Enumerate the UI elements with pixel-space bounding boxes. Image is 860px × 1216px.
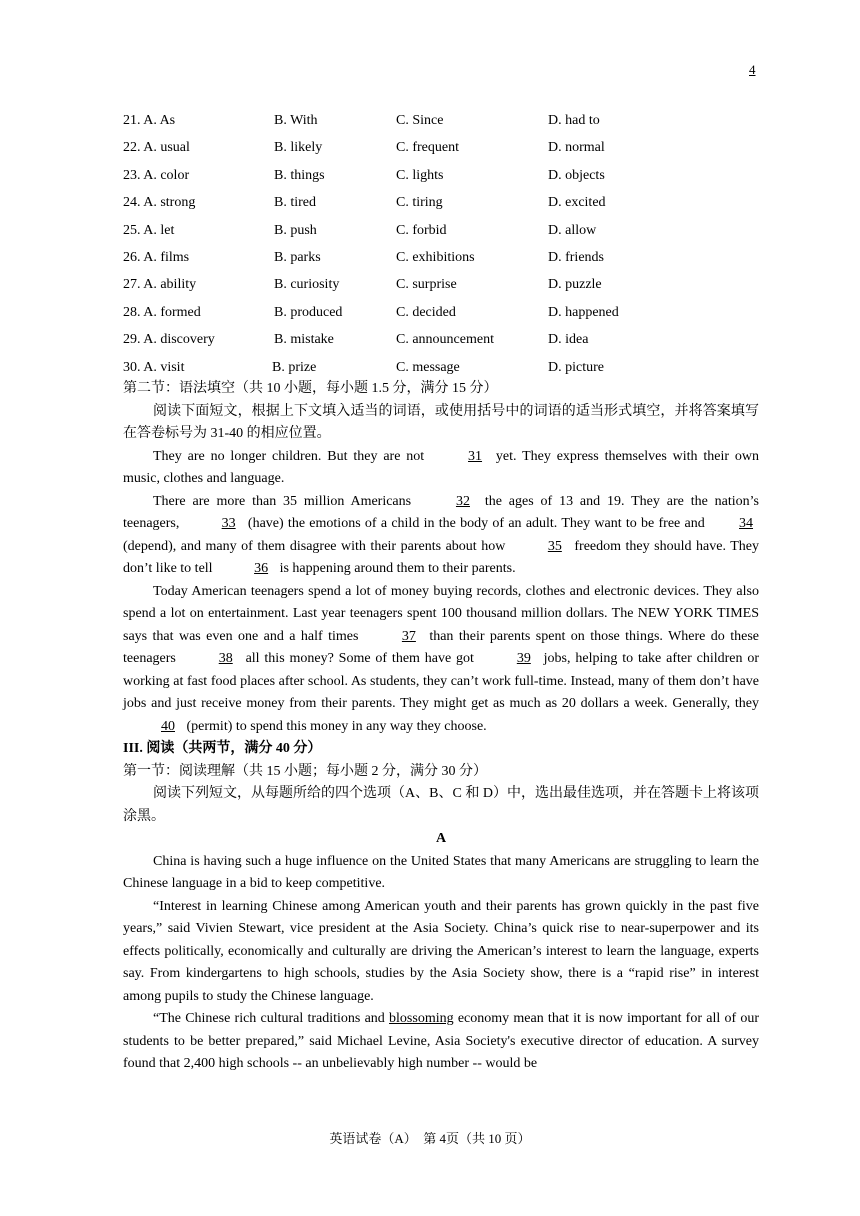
grammar-paragraph-3: Today American teenagers spend a lot of money buying records, clothes and electronic devices. They also spend a lot on entertainment. Last year teenagers spent 100 thousand million dollars. The NEW YORK TIMES says that was even one and a half times 37 than their parents spent on those things. Where do these teenagers 38 all this money? Some of them have got 39 jobs, helping to take after children or working at fast food places after school. As students, they can’t work full-time. Instead, many of them don’t have jobs and just receive money from their parents. They might get as much as 20 dollars a week. Generally, they 40 (permit) to spend this money in any way they choose. — [123, 581, 759, 739]
option-a: 23. A. color — [123, 167, 190, 183]
option-a: 30. A. visit — [123, 359, 185, 375]
option-b: B. things — [274, 167, 325, 183]
option-d: D. excited — [548, 195, 606, 211]
blank-40: 40 — [161, 718, 175, 734]
blank-36: 36 — [254, 561, 269, 576]
option-d: D. idea — [548, 332, 589, 348]
passage-a-paragraph-1: China is having such a huge influence on the United States that many Americans are struggling to learn the Chinese language in a bid to keep competitive. — [123, 853, 759, 891]
option-d: D. objects — [548, 167, 605, 183]
option-b: B. mistake — [274, 332, 334, 348]
option-b: B. parks — [274, 249, 321, 265]
blank-33: 33 — [221, 516, 236, 531]
option-b: B. curiosity — [274, 277, 340, 293]
section2-heading: 第二节：语法填空（共 10 小题，每小题 1.5 分，满分 15 分） — [123, 381, 498, 396]
passage-a-paragraph-2: “Interest in learning Chinese among American youth and their parents has grown quickly in the past five years,” said Vivien Stewart, vice president at the Asia Society. China’s quick rise to near-superpower and its effects politically, economically and culturally are driving the American’s interest to learn the language, experts say. From kindergartens to high schools, studies by the Asia Society show, there is a “rapid rise” in interest among pupils to study the Chinese language. — [123, 898, 759, 1004]
grammar-paragraph-2: There are more than 35 million Americans 32 the ages of 13 and 19. They are the nation’s teenagers, 33 (have) the emotions of a child in the body of an adult. They want to be free and 34 (depend), and many of them disagree with their parents about how 35 freedom they should have. They don’t like to tell 36 is happening around them to their parents. — [123, 491, 759, 581]
option-d: D. had to — [548, 113, 600, 128]
option-c: C. forbid — [396, 222, 447, 238]
option-a: 27. A. ability — [123, 277, 197, 293]
option-b: B. tired — [274, 195, 316, 211]
option-row — [123, 137, 763, 164]
passage-label: A — [435, 831, 447, 846]
blank-37: 37 — [401, 628, 416, 644]
option-row — [123, 220, 763, 247]
option-d: D. picture — [548, 359, 604, 375]
option-b: B. With — [274, 113, 318, 128]
options-list — [123, 110, 763, 384]
section3-heading: III. 阅读（共两节，满分 40 分） — [123, 741, 322, 756]
option-d: D. happened — [548, 304, 619, 320]
blank-32: 32 — [455, 493, 470, 509]
option-a: 26. A. films — [123, 249, 190, 265]
page-footer: 英语试卷（A） 第 4页（共 10 页） — [329, 1131, 531, 1146]
option-b: B. likely — [274, 140, 323, 156]
option-c: C. frequent — [396, 140, 459, 156]
option-c: C. announcement — [396, 332, 494, 348]
option-a: 29. A. discovery — [123, 332, 215, 348]
option-d: D. allow — [548, 222, 597, 238]
option-c: C. exhibitions — [396, 249, 475, 265]
option-c: C. decided — [396, 304, 456, 320]
option-row — [123, 165, 763, 192]
underlined-word: blossoming — [389, 1011, 454, 1026]
blank-38: 38 — [218, 651, 233, 666]
option-c: C. Since — [396, 113, 444, 128]
option-row — [123, 302, 763, 329]
blank-34: 34 — [739, 516, 754, 531]
option-row — [123, 274, 763, 301]
option-a: 22. A. usual — [123, 140, 190, 156]
section3-instruction: 阅读下列短文，从每题所给的四个选项（A、B、C 和 D）中，选出最佳选项，并在答题卡上将该项涂黑。 — [123, 786, 759, 824]
grammar-paragraph-1: They are no longer children. But they are not 31 yet. They express themselves with their own music, clothes and language. — [123, 446, 759, 491]
option-c: C. message — [396, 359, 460, 375]
option-d: D. normal — [548, 140, 605, 156]
option-a: 25. A. let — [123, 222, 175, 238]
option-row — [123, 247, 763, 274]
option-row — [123, 329, 763, 356]
blank-35: 35 — [547, 538, 562, 554]
section2-instruction: 阅读下面短文，根据上下文填入适当的词语，或使用括号中的词语的适当形式填空，并将答案填写在答卷标号为 31-40 的相应位置。 — [123, 403, 759, 441]
option-d: D. puzzle — [548, 277, 602, 293]
document-body — [123, 378, 759, 1076]
option-b: B. push — [274, 222, 317, 238]
option-a: 24. A. strong — [123, 195, 196, 211]
option-row — [123, 192, 763, 219]
option-a: 28. A. formed — [123, 304, 201, 320]
option-c: C. tiring — [396, 195, 443, 211]
blank-39: 39 — [516, 651, 531, 666]
option-c: C. surprise — [396, 277, 457, 293]
option-a: 21. A. As — [123, 113, 176, 128]
option-b: B. produced — [274, 304, 343, 320]
blank-31: 31 — [468, 448, 483, 464]
passage-a-paragraph-3: “The Chinese rich cultural traditions and blossoming economy mean that it is now important for all of our students to be better prepared,” said Michael Levine, Asia Society's executive director of education. A survey found that 2,400 high schools -- an unbelievably high number -- would be — [123, 1011, 759, 1071]
section3-sub-heading: 第一节：阅读理解（共 15 小题；每小题 2 分，满分 30 分） — [123, 763, 487, 779]
option-row — [123, 110, 763, 137]
option-b: B. prize — [272, 359, 317, 375]
option-d: D. friends — [548, 249, 604, 265]
option-c: C. lights — [396, 167, 444, 183]
page-number: 4 — [749, 62, 756, 77]
